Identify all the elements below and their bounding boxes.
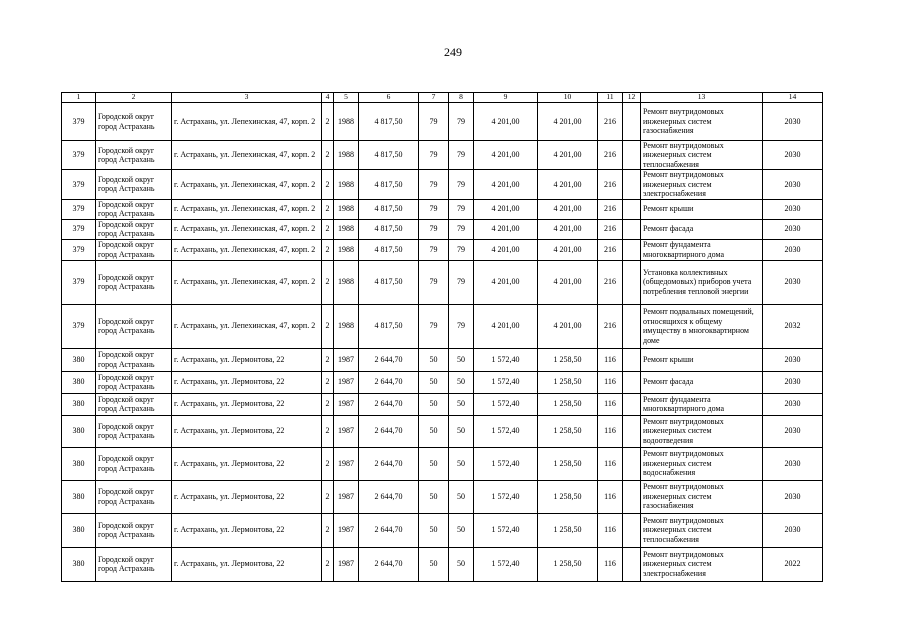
table-cell: 4 201,00 bbox=[474, 103, 538, 141]
table-cell: 2030 bbox=[763, 415, 823, 447]
table-cell: 79 bbox=[449, 141, 474, 170]
column-header: 8 bbox=[449, 93, 474, 103]
table-cell: 4 201,00 bbox=[538, 103, 598, 141]
table-cell: 79 bbox=[449, 199, 474, 219]
table-cell: 2032 bbox=[763, 304, 823, 348]
table-row bbox=[62, 304, 823, 348]
table-cell: 216 bbox=[598, 170, 623, 199]
header-row bbox=[62, 93, 823, 103]
table-cell: 216 bbox=[598, 260, 623, 304]
table-cell: 380 bbox=[62, 415, 96, 447]
table-cell: г. Астрахань, ул. Лепехинская, 47, корп. 2 bbox=[172, 170, 322, 199]
table-cell: Ремонт крыши bbox=[641, 199, 763, 219]
table-cell: Установка коллективных (общедомовых) приборов учета потребления тепловой энергии bbox=[641, 260, 763, 304]
table-cell: 4 817,50 bbox=[359, 199, 419, 219]
table-cell: 79 bbox=[449, 304, 474, 348]
table-cell: Ремонт внутридомовых инженерных систем газоснабжения bbox=[641, 103, 763, 141]
table-cell: 2 bbox=[322, 103, 334, 141]
table-cell: 4 201,00 bbox=[538, 170, 598, 199]
table-cell: Ремонт внутридомовых инженерных систем теплоснабжения bbox=[641, 513, 763, 547]
table-row bbox=[62, 393, 823, 415]
table-cell: 50 bbox=[419, 348, 449, 371]
table-cell: 4 817,50 bbox=[359, 219, 419, 239]
table-cell: 4 201,00 bbox=[538, 199, 598, 219]
table-cell bbox=[623, 480, 641, 513]
table-row bbox=[62, 447, 823, 480]
table-cell: г. Астрахань, ул. Лермонтова, 22 bbox=[172, 480, 322, 513]
table-cell: г. Астрахань, ул. Лермонтова, 22 bbox=[172, 415, 322, 447]
table-cell: Городской округ город Астрахань bbox=[96, 103, 172, 141]
table-cell: 116 bbox=[598, 513, 623, 547]
table-cell: 4 201,00 bbox=[474, 170, 538, 199]
table-cell: 1 572,40 bbox=[474, 480, 538, 513]
table-cell: 79 bbox=[449, 239, 474, 260]
table-cell: 1988 bbox=[334, 219, 359, 239]
table-cell: 79 bbox=[419, 239, 449, 260]
table-cell: 1 572,40 bbox=[474, 371, 538, 393]
table-cell: 1 572,40 bbox=[474, 513, 538, 547]
table-row bbox=[62, 415, 823, 447]
table-cell: Городской округ город Астрахань bbox=[96, 199, 172, 219]
table-cell: Городской округ город Астрахань bbox=[96, 260, 172, 304]
table-cell: 1 572,40 bbox=[474, 348, 538, 371]
table-cell: 116 bbox=[598, 393, 623, 415]
table-cell: 4 201,00 bbox=[538, 260, 598, 304]
table-cell: г. Астрахань, ул. Лермонтова, 22 bbox=[172, 393, 322, 415]
table-cell: Ремонт внутридомовых инженерных систем электроснабжения bbox=[641, 547, 763, 581]
column-header: 13 bbox=[641, 93, 763, 103]
table-cell: г. Астрахань, ул. Лермонтова, 22 bbox=[172, 547, 322, 581]
table-cell: г. Астрахань, ул. Лермонтова, 22 bbox=[172, 447, 322, 480]
table-cell: 379 bbox=[62, 103, 96, 141]
table-cell: 1988 bbox=[334, 199, 359, 219]
table-row bbox=[62, 547, 823, 581]
table-cell: 379 bbox=[62, 199, 96, 219]
column-header: 14 bbox=[763, 93, 823, 103]
table-cell: Ремонт фасада bbox=[641, 371, 763, 393]
table-cell: 2 644,70 bbox=[359, 480, 419, 513]
table-cell: 1987 bbox=[334, 371, 359, 393]
table-cell: 4 817,50 bbox=[359, 304, 419, 348]
table-cell: г. Астрахань, ул. Лепехинская, 47, корп. 2 bbox=[172, 304, 322, 348]
table-cell: 50 bbox=[449, 513, 474, 547]
table-cell: 1988 bbox=[334, 239, 359, 260]
table-cell: 4 817,50 bbox=[359, 103, 419, 141]
table-cell: 2030 bbox=[763, 141, 823, 170]
table-cell: 2 bbox=[322, 513, 334, 547]
table-cell: 2 bbox=[322, 219, 334, 239]
table-cell: Ремонт внутридомовых инженерных систем газоснабжения bbox=[641, 480, 763, 513]
table-cell: 50 bbox=[419, 547, 449, 581]
table-cell: 1988 bbox=[334, 103, 359, 141]
table-cell: 2 bbox=[322, 239, 334, 260]
table-cell: 379 bbox=[62, 304, 96, 348]
capital-repair-table bbox=[61, 92, 823, 582]
table-cell: Городской округ город Астрахань bbox=[96, 170, 172, 199]
table-cell: Городской округ город Астрахань bbox=[96, 393, 172, 415]
table-cell: 1 258,50 bbox=[538, 547, 598, 581]
table-cell: 2 bbox=[322, 170, 334, 199]
table-row bbox=[62, 199, 823, 219]
table-cell: 2030 bbox=[763, 480, 823, 513]
table-cell: 1 258,50 bbox=[538, 415, 598, 447]
table-cell: 216 bbox=[598, 239, 623, 260]
table-cell: Ремонт внутридомовых инженерных систем теплоснабжения bbox=[641, 141, 763, 170]
table-cell: 79 bbox=[419, 219, 449, 239]
table-cell: 2 644,70 bbox=[359, 447, 419, 480]
table-cell: 116 bbox=[598, 371, 623, 393]
table-cell: 50 bbox=[449, 371, 474, 393]
column-header: 5 bbox=[334, 93, 359, 103]
table-row bbox=[62, 219, 823, 239]
table-cell: Городской округ город Астрахань bbox=[96, 447, 172, 480]
table-cell: 2 bbox=[322, 348, 334, 371]
table-cell bbox=[623, 304, 641, 348]
table-cell: 116 bbox=[598, 480, 623, 513]
table-cell: 2030 bbox=[763, 170, 823, 199]
table-cell: 1 258,50 bbox=[538, 447, 598, 480]
table-cell: 1988 bbox=[334, 141, 359, 170]
table-cell: 2 bbox=[322, 141, 334, 170]
table-cell: 4 201,00 bbox=[474, 219, 538, 239]
table-cell: 2 bbox=[322, 304, 334, 348]
table-cell: 2 bbox=[322, 371, 334, 393]
table-row bbox=[62, 513, 823, 547]
table-cell: 2 bbox=[322, 480, 334, 513]
table-cell: 50 bbox=[419, 371, 449, 393]
table-cell: 2 644,70 bbox=[359, 393, 419, 415]
table-cell: 79 bbox=[419, 260, 449, 304]
table-cell: 4 201,00 bbox=[538, 141, 598, 170]
table-cell: 1 258,50 bbox=[538, 371, 598, 393]
table-cell: 2 644,70 bbox=[359, 348, 419, 371]
table-cell: 4 201,00 bbox=[474, 199, 538, 219]
table-cell: 1987 bbox=[334, 415, 359, 447]
table-cell: 79 bbox=[419, 103, 449, 141]
table-cell: 379 bbox=[62, 239, 96, 260]
table-cell: 4 817,50 bbox=[359, 170, 419, 199]
table-cell: 379 bbox=[62, 219, 96, 239]
table-cell: Городской округ город Астрахань bbox=[96, 547, 172, 581]
table-cell: Ремонт внутридомовых инженерных систем водоотведения bbox=[641, 415, 763, 447]
table-cell bbox=[623, 348, 641, 371]
table-cell bbox=[623, 371, 641, 393]
table-cell: 1987 bbox=[334, 447, 359, 480]
column-header: 4 bbox=[322, 93, 334, 103]
table-cell: 216 bbox=[598, 219, 623, 239]
table-cell: г. Астрахань, ул. Лепехинская, 47, корп. 2 bbox=[172, 219, 322, 239]
table-cell: 2030 bbox=[763, 239, 823, 260]
table-cell: 2 bbox=[322, 447, 334, 480]
table-cell: г. Астрахань, ул. Лепехинская, 47, корп. 2 bbox=[172, 239, 322, 260]
table-cell: 2 bbox=[322, 260, 334, 304]
table-cell: 2030 bbox=[763, 103, 823, 141]
table-cell: 379 bbox=[62, 170, 96, 199]
table-cell: 2 bbox=[322, 393, 334, 415]
column-header: 7 bbox=[419, 93, 449, 103]
table-cell bbox=[623, 103, 641, 141]
table-cell bbox=[623, 219, 641, 239]
table-cell: 380 bbox=[62, 371, 96, 393]
table-cell bbox=[623, 239, 641, 260]
table-cell: 4 201,00 bbox=[538, 304, 598, 348]
table-cell: 380 bbox=[62, 348, 96, 371]
table-cell: г. Астрахань, ул. Лермонтова, 22 bbox=[172, 513, 322, 547]
table-cell: 1987 bbox=[334, 348, 359, 371]
page-number: 249 bbox=[444, 45, 462, 59]
table-cell: 79 bbox=[419, 199, 449, 219]
table-cell: Городской округ город Астрахань bbox=[96, 141, 172, 170]
table-row bbox=[62, 260, 823, 304]
table-cell: 50 bbox=[449, 447, 474, 480]
table-cell: Ремонт подвальных помещений, относящихся к общему имуществу в многоквартирном доме bbox=[641, 304, 763, 348]
table-row bbox=[62, 141, 823, 170]
column-header: 2 bbox=[96, 93, 172, 103]
table-cell: 116 bbox=[598, 447, 623, 480]
table-cell: 116 bbox=[598, 415, 623, 447]
column-header: 9 bbox=[474, 93, 538, 103]
table-cell: 50 bbox=[419, 447, 449, 480]
table-cell: 4 817,50 bbox=[359, 260, 419, 304]
table-cell bbox=[623, 447, 641, 480]
table-cell: Ремонт фундамента многоквартирного дома bbox=[641, 393, 763, 415]
table-cell: 379 bbox=[62, 260, 96, 304]
table-cell: 50 bbox=[419, 513, 449, 547]
table-cell: 1987 bbox=[334, 393, 359, 415]
table-cell: 1988 bbox=[334, 260, 359, 304]
table-cell: 4 201,00 bbox=[474, 141, 538, 170]
table-cell: 2030 bbox=[763, 199, 823, 219]
table-cell: 1 572,40 bbox=[474, 447, 538, 480]
table-cell: Городской округ город Астрахань bbox=[96, 348, 172, 371]
table-cell: 2030 bbox=[763, 513, 823, 547]
table-cell: 79 bbox=[419, 141, 449, 170]
table-cell: 2030 bbox=[763, 260, 823, 304]
table-cell: 380 bbox=[62, 393, 96, 415]
column-header: 6 bbox=[359, 93, 419, 103]
table-cell: 2 644,70 bbox=[359, 415, 419, 447]
table-cell: 1988 bbox=[334, 304, 359, 348]
column-header: 1 bbox=[62, 93, 96, 103]
table-cell: 379 bbox=[62, 141, 96, 170]
table-cell bbox=[623, 199, 641, 219]
table-cell: 1 572,40 bbox=[474, 415, 538, 447]
table-cell bbox=[623, 547, 641, 581]
column-header: 3 bbox=[172, 93, 322, 103]
table-cell: Ремонт крыши bbox=[641, 348, 763, 371]
table-cell bbox=[623, 170, 641, 199]
table-cell bbox=[623, 393, 641, 415]
table-cell: 1 572,40 bbox=[474, 547, 538, 581]
table-cell: 1987 bbox=[334, 513, 359, 547]
table-cell: 2 bbox=[322, 199, 334, 219]
table-cell: 1 572,40 bbox=[474, 393, 538, 415]
table-cell: Городской округ город Астрахань bbox=[96, 513, 172, 547]
table-cell: 4 817,50 bbox=[359, 141, 419, 170]
table-cell: 50 bbox=[419, 480, 449, 513]
table-cell: 4 201,00 bbox=[474, 304, 538, 348]
table-cell: Городской округ город Астрахань bbox=[96, 415, 172, 447]
table-cell: 380 bbox=[62, 547, 96, 581]
table-cell: Ремонт внутридомовых инженерных систем водоснабжения bbox=[641, 447, 763, 480]
table-cell: 4 817,50 bbox=[359, 239, 419, 260]
table-cell: 50 bbox=[449, 547, 474, 581]
table-cell: 1988 bbox=[334, 170, 359, 199]
table-row bbox=[62, 371, 823, 393]
table-cell: г. Астрахань, ул. Лепехинская, 47, корп. 2 bbox=[172, 199, 322, 219]
table-cell: 1 258,50 bbox=[538, 480, 598, 513]
table-cell: 2030 bbox=[763, 348, 823, 371]
table-cell: 380 bbox=[62, 480, 96, 513]
table-cell: Городской округ город Астрахань bbox=[96, 304, 172, 348]
table-cell: 50 bbox=[449, 415, 474, 447]
table-row bbox=[62, 480, 823, 513]
table-cell: 2 bbox=[322, 415, 334, 447]
table-cell bbox=[623, 141, 641, 170]
table-cell: 216 bbox=[598, 103, 623, 141]
column-header: 11 bbox=[598, 93, 623, 103]
table-cell: 79 bbox=[449, 260, 474, 304]
table-cell: г. Астрахань, ул. Лепехинская, 47, корп. 2 bbox=[172, 103, 322, 141]
table-row bbox=[62, 103, 823, 141]
table-cell: 216 bbox=[598, 141, 623, 170]
table-row bbox=[62, 239, 823, 260]
table-cell: 1987 bbox=[334, 480, 359, 513]
table-cell: 2030 bbox=[763, 371, 823, 393]
table-cell: Городской округ город Астрахань bbox=[96, 480, 172, 513]
table-cell: 380 bbox=[62, 447, 96, 480]
table-cell: 50 bbox=[449, 348, 474, 371]
column-header: 12 bbox=[623, 93, 641, 103]
table-cell: 4 201,00 bbox=[538, 219, 598, 239]
table-cell: 50 bbox=[419, 415, 449, 447]
table-cell bbox=[623, 415, 641, 447]
table-cell: 2030 bbox=[763, 393, 823, 415]
table-cell: 2 644,70 bbox=[359, 547, 419, 581]
table-cell: Ремонт внутридомовых инженерных систем электроснабжения bbox=[641, 170, 763, 199]
table-cell: 1 258,50 bbox=[538, 513, 598, 547]
table-cell: 1 258,50 bbox=[538, 393, 598, 415]
table-cell: 79 bbox=[449, 103, 474, 141]
table-cell: 4 201,00 bbox=[474, 239, 538, 260]
table-cell: 116 bbox=[598, 348, 623, 371]
table-cell: 2030 bbox=[763, 447, 823, 480]
table-cell: г. Астрахань, ул. Лермонтова, 22 bbox=[172, 371, 322, 393]
table-cell: 380 bbox=[62, 513, 96, 547]
table-cell: Городской округ город Астрахань bbox=[96, 371, 172, 393]
table-cell: г. Астрахань, ул. Лермонтова, 22 bbox=[172, 348, 322, 371]
table-cell: 50 bbox=[449, 480, 474, 513]
table-cell: 216 bbox=[598, 304, 623, 348]
table-cell: 79 bbox=[419, 304, 449, 348]
table-cell: 1 258,50 bbox=[538, 348, 598, 371]
column-header: 10 bbox=[538, 93, 598, 103]
table-cell bbox=[623, 513, 641, 547]
table-cell: 2 bbox=[322, 547, 334, 581]
table-cell: 116 bbox=[598, 547, 623, 581]
table-cell: 4 201,00 bbox=[538, 239, 598, 260]
table-cell: г. Астрахань, ул. Лепехинская, 47, корп. 2 bbox=[172, 141, 322, 170]
table-cell: 50 bbox=[419, 393, 449, 415]
table-cell: г. Астрахань, ул. Лепехинская, 47, корп. 2 bbox=[172, 260, 322, 304]
table-row bbox=[62, 170, 823, 199]
table-cell bbox=[623, 260, 641, 304]
table-cell: 50 bbox=[449, 393, 474, 415]
table-cell: 216 bbox=[598, 199, 623, 219]
table-cell: 1987 bbox=[334, 547, 359, 581]
table-cell: 79 bbox=[449, 170, 474, 199]
table-cell: Городской округ город Астрахань bbox=[96, 239, 172, 260]
table-row bbox=[62, 348, 823, 371]
table-cell: Ремонт фасада bbox=[641, 219, 763, 239]
table-cell: 2 644,70 bbox=[359, 513, 419, 547]
table-cell: Городской округ город Астрахань bbox=[96, 219, 172, 239]
table-cell: 79 bbox=[449, 219, 474, 239]
table-cell: 2030 bbox=[763, 219, 823, 239]
table-cell: 4 201,00 bbox=[474, 260, 538, 304]
table-cell: 79 bbox=[419, 170, 449, 199]
table-cell: Ремонт фундамента многоквартирного дома bbox=[641, 239, 763, 260]
table-cell: 2022 bbox=[763, 547, 823, 581]
table-cell: 2 644,70 bbox=[359, 371, 419, 393]
